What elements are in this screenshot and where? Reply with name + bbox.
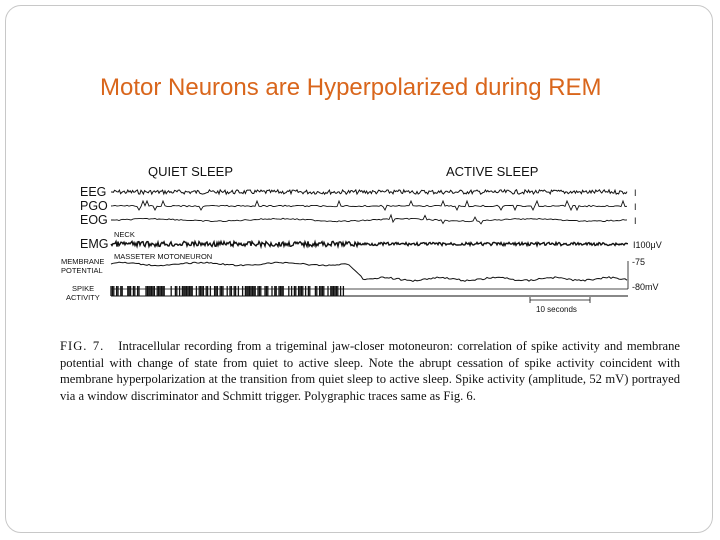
trace-label-eeg: EEG — [80, 185, 107, 199]
membrane-upper-value: -75 — [632, 257, 646, 267]
trace-label-pgo: PGO — [80, 199, 108, 213]
membrane-label-line1: MEMBRANE — [61, 257, 105, 266]
slide-title: Motor Neurons are Hyperpolarized during REM — [100, 74, 602, 101]
eeg-trace — [111, 190, 627, 194]
figure-caption — [60, 338, 680, 404]
active-sleep-label: ACTIVE SLEEP — [446, 164, 539, 179]
eeg-scale-bar: I — [634, 188, 637, 198]
emg-trace — [111, 241, 628, 246]
masseter-motoneuron-label: MASSETER MOTONEURON — [114, 252, 213, 261]
trace-label-emg: EMG — [80, 237, 109, 251]
spike-activity-trace — [111, 286, 628, 296]
spike-label-line1: SPIKE — [72, 284, 95, 293]
spike-label-line2: ACTIVITY — [66, 293, 100, 302]
eog-scale-bar: I — [634, 216, 637, 226]
membrane-label-line2: POTENTIAL — [61, 266, 103, 275]
emg-scale-bar: I100μV — [633, 240, 662, 250]
eog-trace — [111, 215, 627, 224]
time-scale-label: 10 seconds — [536, 305, 577, 314]
recording-traces — [58, 152, 718, 332]
quiet-sleep-label: QUIET SLEEP — [148, 164, 234, 179]
caption-text: Intracellular recording from a trigeminal jaw-closer motoneuron: correlation of spike activity and membrane potential with change of state from quiet to active sleep. Note the abrupt cessation of spike activity coincident with membrane hyperpolarization at the transition from quiet sleep to active sleep. Spike activity (amplitude, 52 mV) portrayed via a window discriminator and Schmitt trigger. Polygraphic traces same as Fig. 6. — [60, 339, 680, 403]
membrane-potential-trace — [111, 262, 627, 281]
figure-number: FIG. 7. — [60, 339, 105, 353]
pgo-trace — [111, 201, 627, 210]
pgo-scale-bar: I — [634, 202, 637, 212]
emg-neck-label: NECK — [114, 230, 135, 239]
trace-label-eog: EOG — [80, 213, 108, 227]
membrane-lower-value: -80mV — [632, 282, 659, 292]
